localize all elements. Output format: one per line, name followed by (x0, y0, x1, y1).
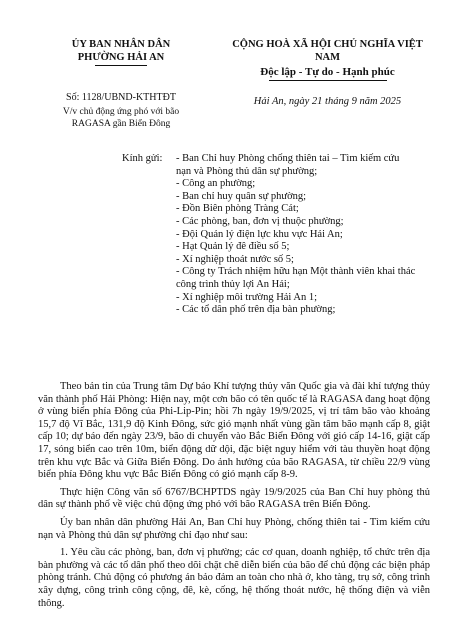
recipient-item: - Xí nghiệp môi trường Hải An 1; (176, 291, 318, 303)
recipient-item: - Ban Chỉ huy Phòng chống thiên tai – Tìm kiếm cứu nạn và Phòng thủ dân sự phường; (176, 153, 400, 177)
recipient-item: - Xí nghiệp thoát nước số 5; (176, 253, 294, 265)
subject-line-2: RAGASA gần Biển Đông (71, 119, 171, 129)
recipient-item: - Hạt Quản lý đê điều số 5; (176, 241, 290, 253)
agency-line-1: ỦY BAN NHÂN DÂN (71, 39, 171, 50)
body-paragraph: Thực hiện Công văn số 6767/BCHPTDS ngày 19/9/2025 của Ban Chỉ huy phòng thủ dân sự thành phố về việc chủ động ứng phó với bão RAGASA trên Biển Đông. (38, 486, 430, 511)
national-header (220, 38, 435, 81)
motto-underline (269, 80, 387, 81)
greeting-label: Kính gửi: (122, 153, 163, 164)
recipient-item: - Các phòng, ban, đơn vị thuộc phường; (176, 215, 344, 227)
body-paragraph: 1. Yêu cầu các phòng, ban, đơn vị phường; các cơ quan, doanh nghiệp, tổ chức trên địa bàn phường và các tổ dân phố theo dõi chặt chẽ diễn biến của bão để chủ động các biện pháp phòng tránh. Chủ động có phương án bảo đảm an toàn cho nhà ở, kho tàng, trụ sở, công trình xây dựng, công trình công cộng, đê, kè, cống, hệ thống thoát nước, hệ thống điện và viễn thông. (38, 547, 430, 609)
body-paragraph: Ủy ban nhân dân phường Hải An, Ban Chỉ huy Phòng, chống thiên tai - Tìm kiếm cứu nạn và Phòng thủ dân sự phường chỉ đạo như sau: (38, 516, 430, 541)
recipient-item: - Công ty Trách nhiệm hữu hạn Một thành viên khai thác công trình thủy lợi An Hải; (176, 266, 416, 290)
subject-line-1: V/v chủ động ứng phó với bão (62, 107, 180, 117)
recipient-item: - Các tổ dân phố trên địa bàn phường; (176, 304, 336, 316)
recipient-item: - Ban chỉ huy quân sự phường; (176, 190, 307, 202)
body-paragraph: Theo bản tin của Trung tâm Dự báo Khí tượng thủy văn Quốc gia và đài khí tượng thủy văn thành phố Hải Phòng: Hiện nay, một cơn bão có tên quốc tế là RAGASA đang hoạt động ở vùng biển phía Đông của Phi-Lip-Pin; hồi 7h ngày 19/9/2025, vị trí tâm bão vào khoảng 15,7 độ Vĩ Bắc, 131,9 độ Kinh Đông, sức gió mạnh nhất vùng gần tâm bão mạnh cấp 8, giật cấp 10; dự báo đến ngày 23/9, bão di chuyển vào Bắc Biển Đông với gió cấp 14-16, giật cấp 17, sóng biển cao trên 10m, biển động dữ dội, đặc biệt nguy hiểm với tàu thuyền hoạt động trên khu vực Bắc và Giữa Biển Đông. Do ảnh hưởng của bão RAGASA, từ chiều 22/9 vùng biển phía Đông khu vực Bắc Biển Đông có gió mạnh cấp 8-9. (38, 381, 430, 481)
recipient-list (176, 153, 416, 317)
document-body (38, 381, 430, 615)
agency-header (46, 38, 196, 66)
recipient-item: - Đồn Biên phòng Tràng Cát; (176, 203, 299, 215)
agency-underline (95, 65, 147, 66)
nation-title: CỘNG HOÀ XÃ HỘI CHỦ NGHĨA VIỆT NAM (232, 39, 423, 63)
document-subject (46, 106, 196, 130)
document-date: Hải An, ngày 21 tháng 9 năm 2025 (253, 96, 402, 107)
agency-line-2: PHƯỜNG HẢI AN (77, 52, 165, 63)
recipient-item: - Công an phường; (176, 178, 256, 190)
document-number: Số: 1128/UBND-KTHTĐT (66, 92, 176, 103)
national-motto: Độc lập - Tự do - Hạnh phúc (260, 66, 395, 78)
recipient-item: - Đội Quản lý điện lực khu vực Hải An; (176, 228, 343, 240)
